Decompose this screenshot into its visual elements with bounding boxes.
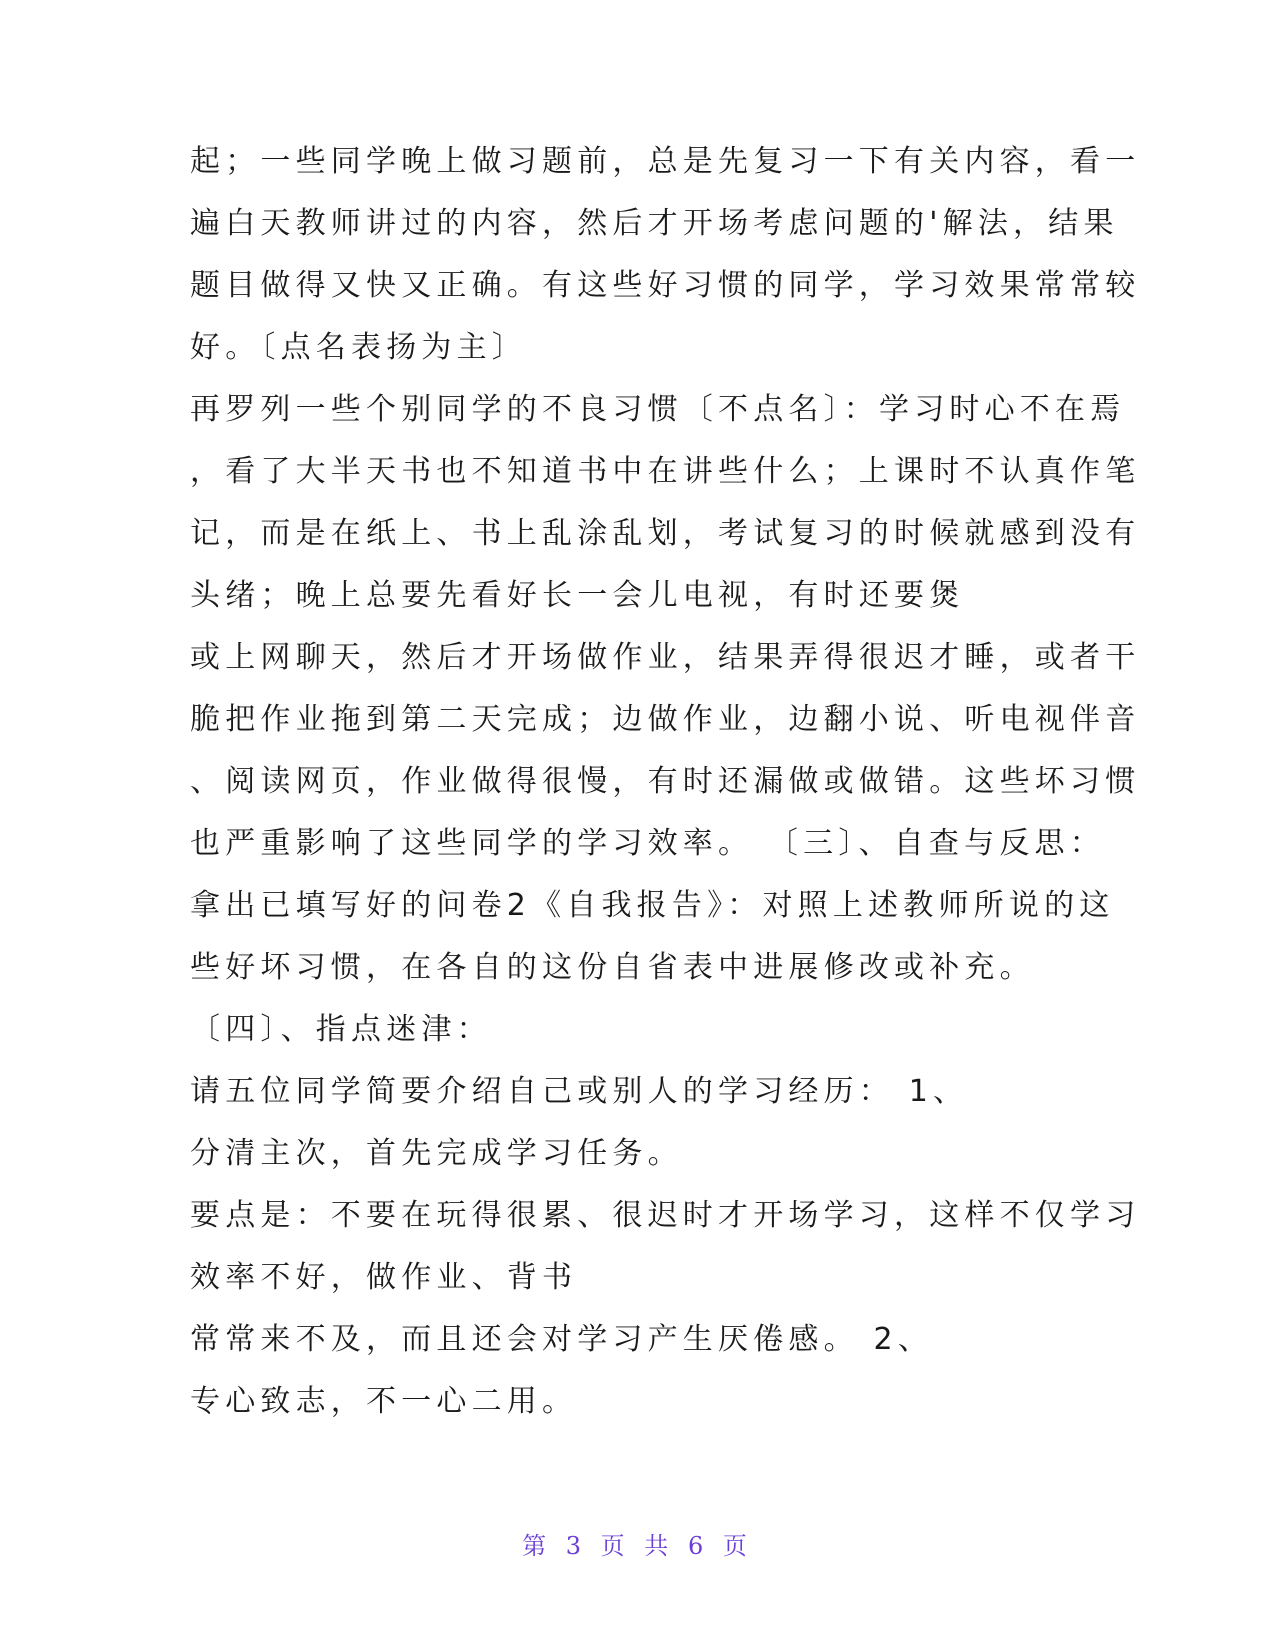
page-number-footer: 第 3 页 共 6 页 xyxy=(522,1532,753,1560)
body-line: 分清主次，首先完成学习任务。 xyxy=(190,1136,683,1171)
body-line: 些好坏习惯，在各自的这份自省表中进展修改或补充。 xyxy=(190,950,1035,985)
body-line: 记，而是在纸上、书上乱涂乱划，考试复习的时候就感到没有 xyxy=(190,516,1141,551)
body-line: 或上网聊天，然后才开场做作业，结果弄得很迟才睡，或者干 xyxy=(190,640,1141,675)
body-line: 专心致志，不一心二用。 xyxy=(190,1384,578,1419)
body-line: 常常来不及，而且还会对学习产生厌倦感。 2、 xyxy=(190,1322,934,1357)
body-line: 效率不好，做作业、背书 xyxy=(190,1260,578,1295)
body-line: 好。〔点名表扬为主〕 xyxy=(190,330,527,365)
body-line: 也严重影响了这些同学的学习效率。 〔三〕、自查与反思： xyxy=(190,826,1105,861)
body-line: 脆把作业拖到第二天完成；边做作业，边翻小说、听电视伴音 xyxy=(190,702,1141,737)
body-line: 遍白天教师讲过的内容，然后才开场考虑问题的'解法，结果 xyxy=(190,206,1119,241)
body-line: 拿出已填写好的问卷2《自我报告》：对照上述教师所说的这 xyxy=(190,888,1115,923)
body-line: 请五位同学简要介绍自己或别人的学习经历： 1、 xyxy=(190,1074,969,1109)
body-line: 头绪；晚上总要先看好长一会儿电视，有时还要煲 xyxy=(190,578,965,613)
body-line: 要点是：不要在玩得很累、很迟时才开场学习，这样不仅学习 xyxy=(190,1198,1141,1233)
body-line: 、阅读网页，作业做得很慢，有时还漏做或做错。这些坏习惯 xyxy=(190,764,1141,799)
body-line: 起；一些同学晚上做习题前，总是先复习一下有关内容，看一 xyxy=(190,144,1141,179)
section-heading: 〔四〕、指点迷津： xyxy=(190,1012,492,1047)
body-line: ，看了大半天书也不知道书中在讲些什么；上课时不认真作笔 xyxy=(190,454,1141,489)
body-line: 再罗列一些个别同学的不良习惯〔不点名〕：学习时心不在焉 xyxy=(190,392,1126,427)
body-line: 题目做得又快又正确。有这些好习惯的同学，学习效果常常较 xyxy=(190,268,1141,303)
